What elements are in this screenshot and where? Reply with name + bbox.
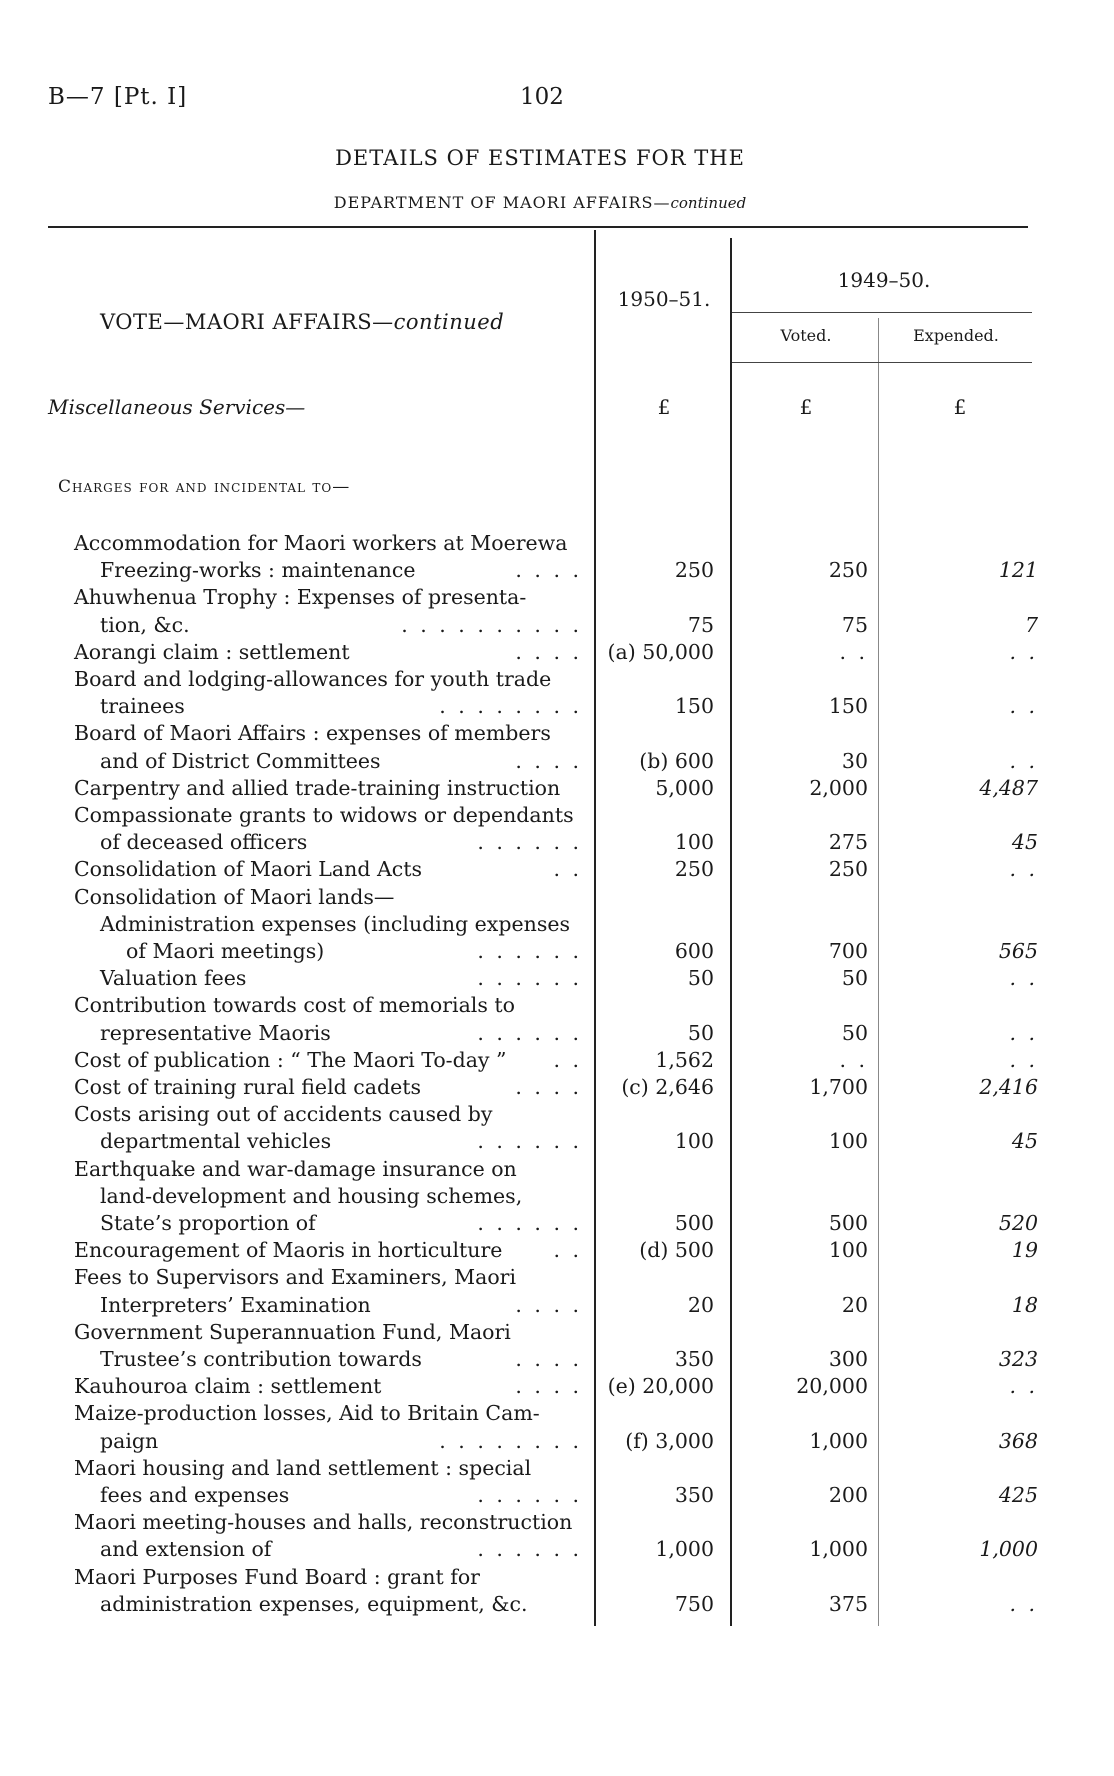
table-row-description: [100, 693, 584, 720]
amount-voted-1949-50: 275: [828, 830, 868, 855]
amount-1950-51: 150: [674, 694, 714, 719]
row-text: and extension of: [100, 1537, 272, 1562]
amount-expended-1949-50: . .: [1009, 1374, 1038, 1399]
table-row-description: [100, 1020, 584, 1047]
amount-voted-1949-50: 100: [828, 1238, 868, 1263]
header-expended: Expended.: [913, 326, 999, 345]
table-row-description: [74, 1264, 584, 1291]
row-text: Contribution towards cost of memorials to: [74, 993, 515, 1018]
row-text: Board and lodging-allowances for youth trade: [74, 667, 552, 691]
amount-expended-1949-50: 425: [998, 1483, 1038, 1507]
row-text: fees and expenses: [100, 1483, 290, 1507]
table-row-description: [74, 1509, 584, 1536]
row-text: Earthquake and war-damage insurance on: [74, 1156, 517, 1181]
table-row-description: [74, 1156, 584, 1183]
amount-1950-51: (a) 50,000: [607, 639, 714, 664]
row-text: Maize-production losses, Aid to Britain Cam-: [74, 1401, 540, 1426]
table-row-description: [74, 802, 584, 829]
amount-voted-1949-50: 700: [828, 939, 868, 963]
table-row-description: [74, 1074, 584, 1101]
amount-voted-1949-50: 250: [828, 558, 868, 583]
amount-expended-1949-50: . .: [1009, 966, 1038, 991]
vote-continued: continued: [393, 310, 505, 334]
table-row-description: [74, 992, 584, 1019]
table-row-description: [100, 965, 584, 992]
column-divider-years: [730, 238, 732, 1626]
row-text: Maori meeting-houses and halls, reconstruction: [74, 1510, 573, 1535]
table-row-description: [100, 1428, 584, 1455]
amount-expended-1949-50: . .: [1009, 748, 1038, 773]
subtitle-continued: continued: [670, 194, 747, 212]
header-bottom-rule: [732, 362, 1032, 363]
table-row-description: [100, 1591, 584, 1618]
row-text: Aorangi claim : settlement: [74, 639, 350, 664]
amount-1950-51: 5,000: [655, 775, 714, 800]
vote-label: VOTE—MAORI AFFAIRS—: [100, 310, 394, 334]
amount-voted-1949-50: 1,000: [809, 1428, 868, 1453]
amount-expended-1949-50: 1,000: [979, 1537, 1038, 1562]
amount-expended-1949-50: . .: [1009, 1020, 1038, 1045]
amount-expended-1949-50: 565: [998, 939, 1038, 963]
leader-dots: . . . .: [515, 1292, 582, 1317]
leader-dots: . . . . . . . . . .: [401, 612, 582, 637]
amount-1950-51: 100: [674, 830, 714, 855]
amount-expended-1949-50: . .: [1009, 857, 1038, 882]
section-misc-services: Miscellaneous Services—: [48, 395, 306, 419]
leader-dots: . .: [553, 1238, 582, 1263]
amount-expended-1949-50: 4,487: [979, 775, 1038, 800]
row-text: land-development and housing schemes,: [100, 1183, 523, 1208]
amount-voted-1949-50: 375: [828, 1591, 868, 1616]
amount-1950-51: (f) 3,000: [625, 1428, 714, 1453]
amount-1950-51: 250: [674, 558, 714, 583]
row-text: administration expenses, equipment, &c.: [100, 1591, 528, 1616]
document-title: DETAILS OF ESTIMATES FOR THE: [335, 146, 745, 170]
table-row-description: [126, 938, 584, 965]
currency-1950-51: £: [657, 395, 671, 419]
amount-voted-1949-50: 150: [828, 694, 868, 719]
amount-1950-51: 100: [674, 1129, 714, 1154]
table-row-description: [74, 1564, 584, 1591]
row-text: Costs arising out of accidents caused by: [74, 1102, 493, 1127]
row-text: Interpreters’ Examination: [100, 1292, 371, 1317]
amount-voted-1949-50: 75: [841, 612, 868, 637]
leader-dots: . . . . . .: [477, 1020, 582, 1045]
table-row-description: [74, 1101, 584, 1128]
amount-1950-51: 50: [687, 1020, 714, 1045]
amount-1950-51: 350: [674, 1483, 714, 1507]
amount-voted-1949-50: 100: [828, 1129, 868, 1154]
row-text: Compassionate grants to widows or dependants: [74, 803, 574, 827]
row-text: of Maori meetings): [126, 939, 325, 963]
amount-voted-1949-50: 300: [828, 1347, 868, 1371]
section-charges: Charges for and incidental to—: [58, 477, 351, 497]
table-row-description: [74, 775, 584, 802]
amount-voted-1949-50: 1,000: [809, 1537, 868, 1562]
leader-dots: . . . . . .: [477, 1537, 582, 1562]
leader-dots: . . . .: [515, 1374, 582, 1399]
table-row-description: [100, 557, 584, 584]
table-row-description: [100, 612, 584, 639]
leader-dots: . . . .: [515, 1075, 582, 1099]
amount-expended-1949-50: 7: [1024, 612, 1038, 637]
table-row-description: [100, 1210, 584, 1237]
amount-1950-51: 750: [674, 1591, 714, 1616]
amount-expended-1949-50: 18: [1011, 1292, 1038, 1317]
leader-dots: . . . .: [515, 558, 582, 583]
amount-expended-1949-50: . .: [1009, 639, 1038, 664]
row-text: Government Superannuation Fund, Maori: [74, 1319, 511, 1344]
table-row-description: [74, 584, 584, 611]
table-row-description: [74, 666, 584, 693]
table-row-description: [100, 1292, 584, 1319]
table-row-description: [74, 1455, 584, 1482]
row-text: Trustee’s contribution towards: [100, 1347, 422, 1371]
top-rule: [48, 226, 1028, 228]
row-text: trainees: [100, 694, 185, 719]
amount-expended-1949-50: . .: [1009, 1591, 1038, 1616]
row-text: Valuation fees: [100, 966, 247, 991]
amount-voted-1949-50: 250: [828, 857, 868, 882]
amount-expended-1949-50: . .: [1009, 1047, 1038, 1072]
row-text: Fees to Supervisors and Examiners, Maori: [74, 1265, 517, 1290]
table-row-description: [74, 1237, 584, 1264]
amount-voted-1949-50: 500: [828, 1211, 868, 1235]
leader-dots: . . . . . .: [477, 1129, 582, 1154]
year-header-rule: [732, 312, 1032, 313]
table-row-description: [74, 1047, 584, 1074]
table-row-description: [100, 1482, 584, 1509]
document-subtitle: [0, 193, 1080, 212]
table-row-description: [74, 530, 584, 557]
amount-voted-1949-50: 20,000: [796, 1374, 868, 1399]
amount-expended-1949-50: . .: [1009, 694, 1038, 719]
table-row-description: [100, 1346, 584, 1373]
amount-1950-51: 600: [674, 939, 714, 963]
amount-expended-1949-50: 520: [998, 1211, 1038, 1235]
row-text: Freezing-works : maintenance: [100, 558, 416, 583]
table-row-description: [74, 720, 584, 747]
table-row-description: [74, 1400, 584, 1427]
row-text: Kauhouroa claim : settlement: [74, 1374, 382, 1399]
leader-dots: . .: [553, 1047, 582, 1072]
table-row-description: [74, 1319, 584, 1346]
amount-voted-1949-50: 50: [841, 966, 868, 991]
amount-expended-1949-50: 323: [998, 1347, 1038, 1371]
amount-voted-1949-50: 2,000: [809, 775, 868, 800]
table-row-description: [100, 748, 584, 775]
amount-voted-1949-50: 30: [841, 748, 868, 773]
row-text: and of District Committees: [100, 748, 381, 773]
amount-voted-1949-50: 50: [841, 1020, 868, 1045]
row-text: Carpentry and allied trade-training instruction: [74, 775, 561, 800]
leader-dots: . .: [553, 857, 582, 882]
row-text: Administration expenses (including expenses: [100, 911, 570, 936]
row-text: Accommodation for Maori workers at Moerewa: [74, 531, 568, 555]
leader-dots: . . . . . .: [477, 830, 582, 855]
amount-1950-51: 50: [687, 966, 714, 991]
row-text: of deceased officers: [100, 830, 308, 855]
amount-1950-51: 1,000: [655, 1537, 714, 1562]
amount-1950-51: 1,562: [655, 1047, 714, 1072]
row-text: Maori Purposes Fund Board : grant for: [74, 1564, 480, 1589]
amount-expended-1949-50: 45: [1011, 830, 1038, 855]
row-text: Maori housing and land settlement : special: [74, 1455, 532, 1480]
row-text: Cost of training rural field cadets: [74, 1075, 421, 1099]
leader-dots: . . . .: [515, 639, 582, 664]
amount-voted-1949-50: . .: [839, 1047, 868, 1072]
table-row-description: [74, 856, 584, 883]
vote-heading: [100, 310, 504, 334]
amount-voted-1949-50: . .: [839, 639, 868, 664]
leader-dots: . . . . . . . .: [439, 694, 582, 719]
amount-expended-1949-50: 2,416: [979, 1075, 1038, 1099]
subtitle-main: DEPARTMENT OF MAORI AFFAIRS—: [333, 193, 671, 212]
amount-1950-51: (d) 500: [639, 1238, 714, 1263]
amount-1950-51: 250: [674, 857, 714, 882]
currency-voted: £: [799, 395, 813, 419]
amount-1950-51: 350: [674, 1347, 714, 1371]
table-row-description: [74, 884, 584, 911]
amount-1950-51: (c) 2,646: [621, 1075, 714, 1099]
column-divider-expended: [878, 318, 879, 1626]
row-text: Encouragement of Maoris in horticulture: [74, 1238, 503, 1263]
currency-expended: £: [953, 395, 967, 419]
table-row-description: [100, 911, 584, 938]
amount-expended-1949-50: 19: [1011, 1238, 1038, 1263]
table-row-description: [100, 829, 584, 856]
table-row-description: [100, 1128, 584, 1155]
table-row-description: [74, 639, 584, 666]
row-text: Consolidation of Maori lands—: [74, 884, 395, 909]
row-text: tion, &c.: [100, 612, 190, 637]
amount-1950-51: (b) 600: [639, 748, 714, 773]
leader-dots: . . . .: [515, 1347, 582, 1371]
table-row-description: [100, 1536, 584, 1563]
header-year-1950-51: 1950–51.: [617, 287, 711, 311]
amount-1950-51: 75: [687, 612, 714, 637]
row-text: State’s proportion of: [100, 1211, 316, 1235]
leader-dots: . . . .: [515, 748, 582, 773]
page-reference: B—7 [Pt. I]: [48, 84, 188, 110]
amount-expended-1949-50: 368: [998, 1428, 1038, 1453]
amount-voted-1949-50: 200: [828, 1483, 868, 1507]
row-text: representative Maoris: [100, 1020, 331, 1045]
header-year-1949-50: 1949–50.: [837, 268, 931, 292]
row-text: Ahuwhenua Trophy : Expenses of presenta-: [74, 585, 527, 610]
row-text: Consolidation of Maori Land Acts: [74, 857, 422, 882]
leader-dots: . . . . . .: [477, 966, 582, 991]
row-text: Board of Maori Affairs : expenses of members: [74, 721, 551, 746]
table-row-description: [100, 1183, 584, 1210]
leader-dots: . . . . . .: [477, 1211, 582, 1235]
row-text: Cost of publication : “ The Maori To-day ”: [74, 1047, 507, 1072]
amount-expended-1949-50: 45: [1011, 1129, 1038, 1154]
header-voted: Voted.: [780, 326, 832, 345]
leader-dots: . . . . . .: [477, 939, 582, 963]
amount-voted-1949-50: 1,700: [809, 1075, 868, 1099]
leader-dots: . . . . . . . .: [439, 1428, 582, 1453]
column-divider-main: [594, 230, 596, 1626]
amount-1950-51: 20: [687, 1292, 714, 1317]
row-text: departmental vehicles: [100, 1129, 332, 1154]
page-number: 102: [520, 84, 564, 110]
amount-1950-51: (e) 20,000: [607, 1374, 714, 1399]
amount-voted-1949-50: 20: [841, 1292, 868, 1317]
row-text: paign: [100, 1428, 159, 1453]
leader-dots: . . . . . .: [477, 1483, 582, 1507]
amount-expended-1949-50: 121: [998, 558, 1038, 583]
table-row-description: [74, 1373, 584, 1400]
amount-1950-51: 500: [674, 1211, 714, 1235]
